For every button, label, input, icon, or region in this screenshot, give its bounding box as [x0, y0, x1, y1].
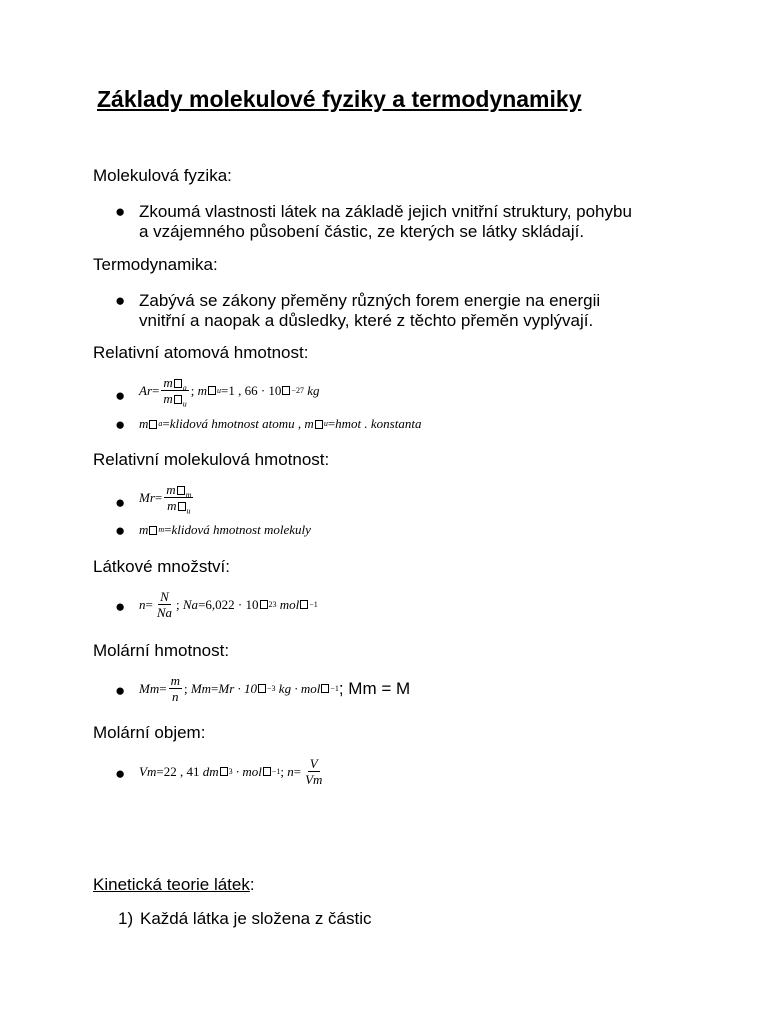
formula-text: klidová hmotnost molekuly [171, 522, 311, 537]
text-line: Zabývá se zákony přeměny různých forem energie na energii [139, 291, 601, 310]
formula-mm: Mm = $\frac{m}{n}$ ; Mm = Mr · 10 −3 kg · mol −1 ; Mm = M [139, 673, 411, 704]
document-title: Základy molekulové fyziky a termodynamiky [97, 86, 582, 112]
formula-symbol: n [139, 596, 146, 612]
formula-value: Mr · 10 [218, 680, 258, 696]
bullet-icon: ● [115, 415, 126, 434]
fraction-numerator: V [309, 756, 318, 771]
formula-text: klidová hmotnost atomu , [169, 416, 302, 431]
molekulova-fyzika-text [139, 202, 679, 242]
formula-symbol: Na [182, 596, 199, 612]
heading-atomova-hmotnost: Relativní atomová hmotnost: [93, 343, 309, 362]
text-line: Zkoumá vlastnosti látek na základě jejich vnitřní struktury, pohybu [139, 202, 632, 221]
placeholder-box-icon [263, 767, 271, 776]
heading-molarni-objem: Molární objem: [93, 723, 206, 742]
formula-value: 6,022 · 10 [205, 596, 259, 612]
fraction-numerator: m [170, 673, 180, 688]
placeholder-box-icon [174, 395, 182, 404]
heading-molarni-hmotnost: Molární hmotnost: [93, 641, 230, 660]
bullet-icon: ● [115, 597, 126, 616]
placeholder-box-icon [315, 420, 323, 429]
fraction-denominator: Vm [305, 772, 323, 787]
formula-symbol: n [287, 763, 294, 779]
heading-text: Kinetická teorie látek [93, 875, 250, 894]
placeholder-box-icon [258, 684, 266, 693]
formula-vm: Vm = 22 , 41 dm 3 · mol −1 ; n = $\frac{V}{Vm}$ [139, 756, 323, 787]
heading-latkove-mnozstvi: Látkové množství: [93, 557, 231, 576]
bullet-icon: ● [115, 521, 126, 540]
fraction-denominator: n [172, 689, 179, 704]
placeholder-box-icon [300, 600, 308, 609]
formula-symbol: m [304, 416, 314, 431]
formula-symbol: m [197, 382, 207, 398]
termodynamika-text [139, 291, 679, 331]
placeholder-box-icon [149, 420, 157, 429]
formula-value: 1 , 66 · 10 [228, 382, 282, 398]
formula-subscript: u [182, 399, 187, 409]
placeholder-box-icon [177, 486, 185, 495]
fraction [155, 590, 174, 619]
formula-symbol: m [163, 391, 173, 406]
heading-termodynamika: Termodynamika: [93, 255, 218, 274]
heading-molekulova-hmotnost: Relativní molekulová hmotnost: [93, 450, 330, 469]
list-item-text: Každá látka je složena z částic [140, 909, 372, 928]
formula-mr: Mr = $\frac{m _m}{m _u}$ [139, 482, 192, 516]
formula-tail-text: ; Mm = M [338, 678, 411, 698]
bullet-icon: ● [115, 764, 126, 783]
formula-ar-legend: m a = klidová hmotnost atomu , m u = hmot . konstanta [139, 416, 422, 431]
bullet-icon: ● [115, 202, 126, 221]
formula-unit: kg [307, 382, 320, 398]
placeholder-box-icon [149, 526, 157, 535]
formula-symbol: Mm [190, 680, 212, 696]
formula-symbol: m [139, 522, 149, 537]
formula-symbol: Vm [139, 763, 157, 779]
bullet-icon: ● [115, 386, 126, 405]
formula-subscript: u [186, 506, 191, 516]
formula-symbol: m [166, 482, 176, 497]
placeholder-box-icon [260, 600, 268, 609]
fraction-numerator: N [160, 589, 169, 604]
formula-subscript: a [182, 383, 187, 393]
placeholder-box-icon [208, 386, 216, 395]
formula-unit: mol [279, 596, 300, 612]
bullet-icon: ● [115, 681, 126, 700]
heading-kineticka-teorie [93, 875, 255, 895]
formula-mr-legend: m m = klidová hmotnost molekuly [139, 522, 311, 537]
formula-symbol: m [163, 375, 173, 390]
bullet-icon: ● [115, 493, 126, 512]
fraction [303, 757, 324, 786]
fraction [161, 375, 188, 409]
numbered-list-item [118, 909, 372, 929]
formula-value: 22 , 41 [163, 763, 200, 779]
formula-ar: Ar = $\frac{m _a}{m _u}$ ; m u = 1 , 66 · 10 −27 kg [139, 375, 320, 409]
heading-colon: : [249, 875, 255, 894]
list-number: 1) [118, 909, 134, 928]
heading-molekulova-fyzika: Molekulová fyzika: [93, 166, 232, 185]
formula-subscript: m [185, 490, 192, 500]
formula-text: hmot . konstanta [335, 416, 422, 431]
placeholder-box-icon [282, 386, 290, 395]
placeholder-box-icon [321, 684, 329, 693]
formula-symbol: Mr [139, 489, 155, 505]
formula-n: n = $\frac{N}{Na}$ ; Na = 6,022 · 10 23 mol −1 [139, 589, 318, 620]
placeholder-box-icon [174, 379, 182, 388]
fraction [169, 674, 182, 703]
bullet-icon: ● [115, 291, 126, 310]
fraction-denominator: Na [156, 605, 173, 620]
placeholder-box-icon [220, 767, 228, 776]
formula-unit: dm [202, 763, 219, 779]
formula-symbol: Mm [139, 680, 160, 696]
text-line: vnitřní a naopak a důsledky, které z těchto přeměn vyplývají. [139, 311, 594, 330]
text-line: a vzájemného působení částic, ze kterých se látky skládají. [139, 222, 585, 241]
formula-symbol: m [139, 416, 149, 431]
formula-symbol: Ar [139, 382, 152, 398]
placeholder-box-icon [178, 502, 186, 511]
formula-symbol: m [167, 498, 177, 513]
formula-unit: kg · mol [278, 680, 321, 696]
formula-unit: · mol [235, 763, 262, 779]
